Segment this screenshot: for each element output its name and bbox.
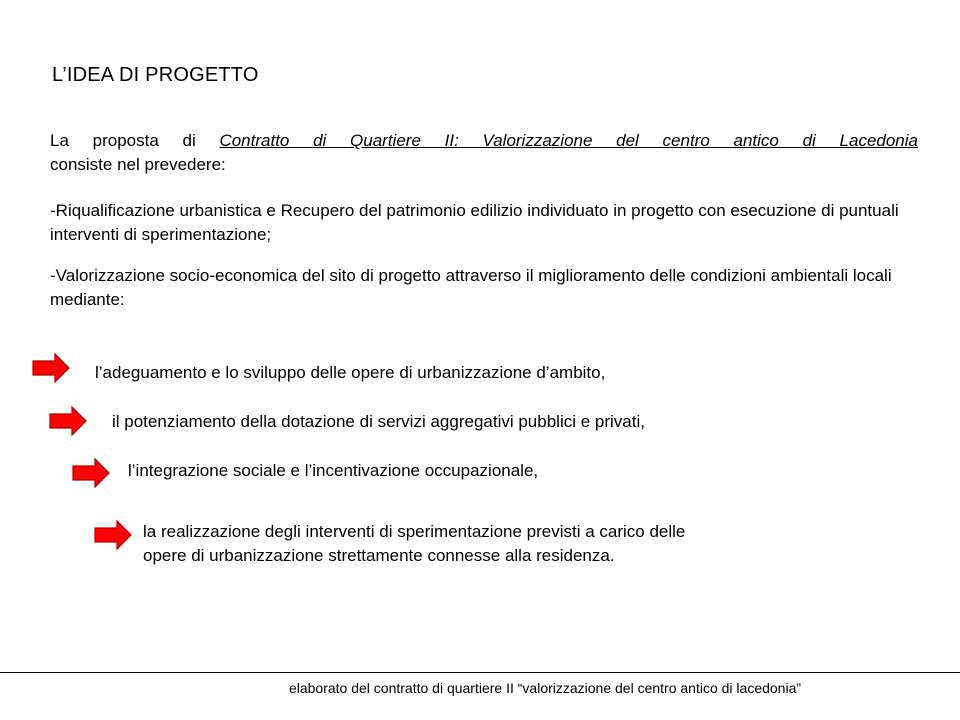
footer-divider <box>0 672 960 673</box>
dash-item-valorizzazione: -Valorizzazione socio-economica del sito di progetto attraverso il miglioramento delle condizioni ambientali locali mediante: <box>50 266 892 309</box>
arrow-item-sperimentazione-line1: la realizzazione degli interventi di sperimentazione previsti a carico delle <box>143 522 686 541</box>
right-arrow-icon <box>94 519 132 551</box>
page-title: L’IDEA DI PROGETTO <box>52 64 259 86</box>
intro-lead: La proposta di <box>50 131 220 150</box>
project-title-link[interactable]: Contratto di Quartiere II: Valorizzazione del centro antico di Lacedonia <box>219 131 918 150</box>
footer <box>0 680 960 696</box>
footer-text: elaborato del contratto di quartiere II “valorizzazione del centro antico di lacedonia” <box>288 680 802 696</box>
right-arrow-icon <box>72 457 110 489</box>
intro-first-line <box>50 129 918 153</box>
arrow-item-servizi: il potenziamento della dotazione di servizi aggregativi pubblici e privati, <box>112 412 645 431</box>
intro-paragraph <box>50 129 918 177</box>
right-arrow-icon <box>49 405 87 437</box>
arrow-item-sperimentazione-line2: opere di urbanizzazione strettamente connesse alla residenza. <box>143 546 615 565</box>
dash-item-riqualificazione: -Riqualificazione urbanistica e Recupero del patrimonio edilizio individuato in progetto con esecuzione di puntuali interventi di sperimentazione; <box>50 201 899 244</box>
arrow-item-urbanizzazione: l’adeguamento e lo sviluppo delle opere di urbanizzazione d’ambito, <box>95 363 606 382</box>
intro-tail: consiste nel prevedere: <box>50 155 226 174</box>
arrow-item-integrazione: l’integrazione sociale e l’incentivazione occupazionale, <box>128 461 539 480</box>
right-arrow-icon <box>32 352 70 384</box>
